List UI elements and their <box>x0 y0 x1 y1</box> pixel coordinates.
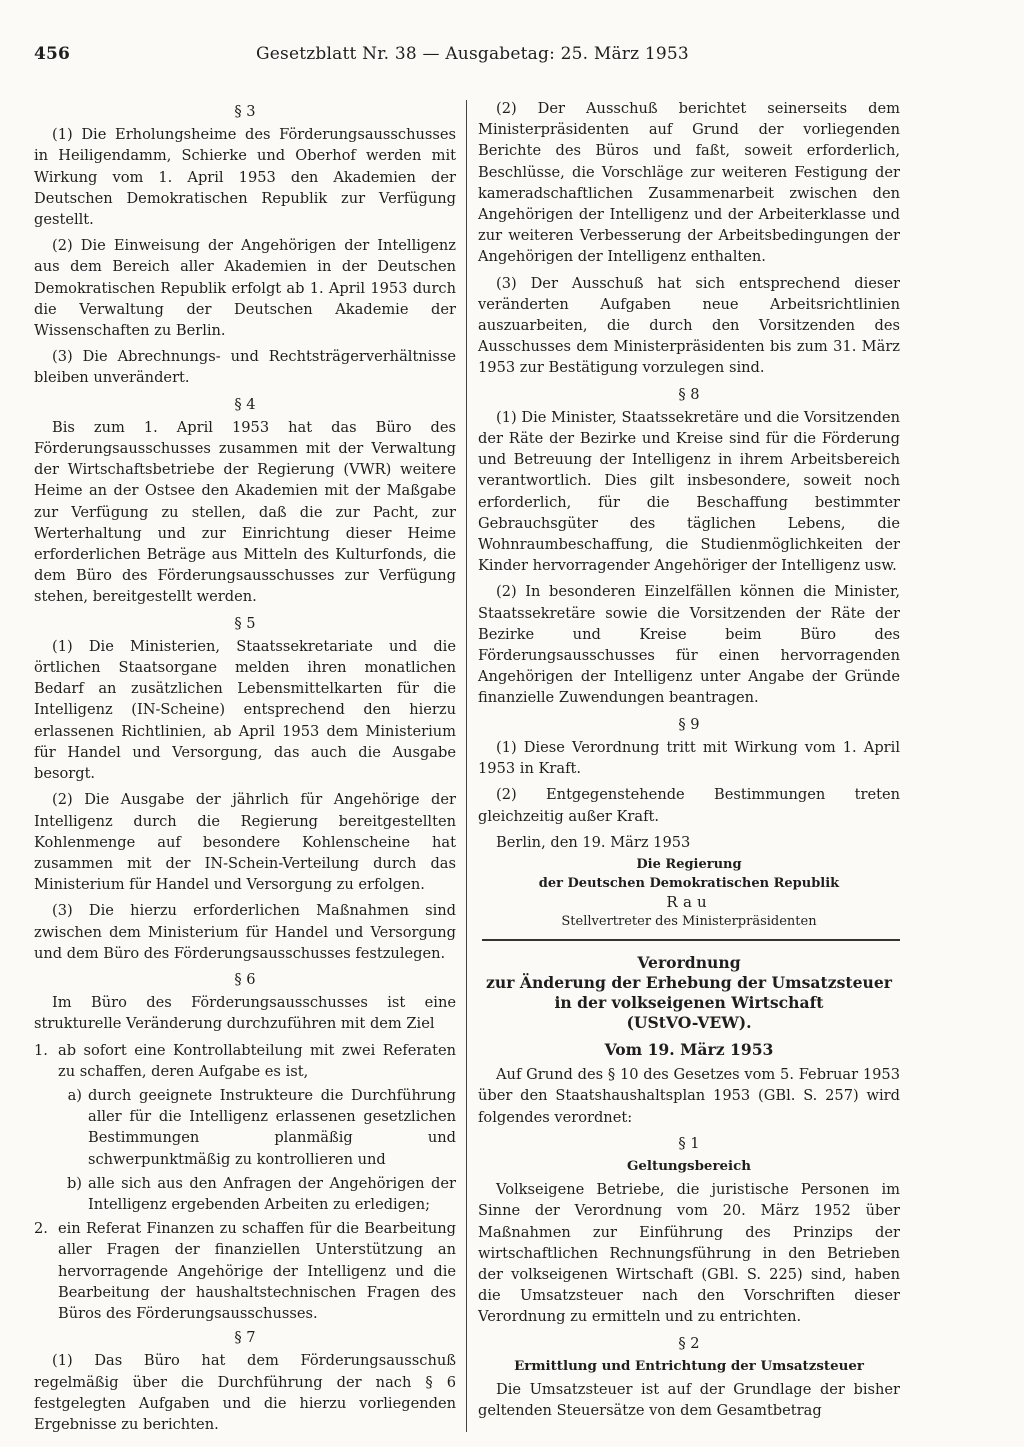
list-marker: 2. <box>34 1220 48 1238</box>
place-and-date: Berlin, den 19. März 1953 <box>496 833 691 851</box>
list-marker: 1. <box>34 1041 48 1059</box>
section-6-intro: Im Büro des Förderungsausschusses ist eine strukturelle Veränderung durchzuführen mit dem Ziel <box>34 994 456 1033</box>
list-item-text: ab sofort eine Kontrollabteilung mit zwei Referaten zu schaffen, deren Aufgabe es ist, <box>58 1041 456 1080</box>
page-number: 456 <box>34 44 71 64</box>
section-heading-5: § 5 <box>234 614 256 632</box>
decree-date: Vom 19. März 1953 <box>604 1039 774 1059</box>
section-heading-6: § 6 <box>234 970 256 988</box>
section-6-list <box>34 1040 456 1325</box>
decree-title-line-3: in der volkseigenen Wirtschaft <box>554 992 824 1012</box>
section-9-paragraph-2: (2) Entgegenstehende Bestimmungen treten gleichzeitig außer Kraft. <box>478 786 900 825</box>
section-9-paragraph-1: (1) Diese Verordnung tritt mit Wirkung vom 1. April 1953 in Kraft. <box>478 738 900 778</box>
left-column <box>34 98 456 1440</box>
decree-title <box>478 953 900 1033</box>
signature-line-2: der Deutschen Demokratischen Republik <box>538 875 840 891</box>
section-3-paragraph-3: (3) Die Abrechnungs- und Rechtsträgerverhältnisse bleiben unverändert. <box>34 348 456 387</box>
section-5-paragraph-2: (2) Die Ausgabe der jährlich für Angehörige der Intelligenz durch die Regierung bereitgestellten Kohlenmenge auf besondere Kohlenscheine hat zusammen mit der IN-Schein-Verteilung durch das Ministerium für Handel und Versorgung zu erfolgen. <box>34 791 456 894</box>
section-8-paragraph-1: (1) Die Minister, Staatssekretäre und die Vorsitzenden der Räte der Bezirke und Kreise sind für die Förderung und Betreuung der Intelligenz in ihrem Arbeitsbereich verantwortlich. Dies gilt insbesondere, soweit noch erforderlich, für die Beschaffung bestimmter Gebrauchsgüter des täglichen Lebens, die Wohnraumbeschaffung, die Studienmöglichkeiten der Kinder hervorragender Angehöriger der Intelligenz usw. <box>478 408 900 575</box>
decree-title-line-2: zur Änderung der Erhebung der Umsatzsteuer <box>486 972 892 992</box>
list-marker: b) <box>66 1174 82 1192</box>
running-title: Gesetzblatt Nr. 38 — Ausgabetag: 25. März 1953 <box>256 44 689 64</box>
list-item-text: alle sich aus den Anfragen der Angehörigen der Intelligenz ergebenden Arbeiten zu erledigen; <box>88 1174 456 1213</box>
signatory-role: Stellvertreter des Ministerpräsidenten <box>561 913 817 929</box>
signature-line-1: Die Regierung <box>636 856 742 872</box>
list-marker: a) <box>67 1086 82 1104</box>
list-item <box>34 1173 456 1215</box>
signatory-name: Rau <box>666 892 712 911</box>
decree-section-2-text: Die Umsatzsteuer ist auf der Grundlage der bisher geltenden Steuersätze von dem Gesamtbetrag <box>478 1380 900 1420</box>
list-item-text: ein Referat Finanzen zu schaffen für die Bearbeitung aller Fragen der finanziellen Unterstützung an hervorragende Angehörige der Intelligenz und die Bearbeitung der haushaltstechnischen Fragen des Büros des Förderungsausschusses. <box>58 1220 456 1322</box>
page-header <box>34 44 689 74</box>
section-heading-4: § 4 <box>234 395 256 413</box>
section-heading-7: § 7 <box>234 1329 256 1347</box>
section-heading-3: § 3 <box>234 103 256 120</box>
section-heading-8: § 8 <box>678 385 700 403</box>
list-item <box>34 1040 456 1082</box>
decree-title-line-4: (UStVO-VEW). <box>626 1012 752 1032</box>
decree-section-1-title: Geltungsbereich <box>626 1157 752 1174</box>
section-4-paragraph-1: Bis zum 1. April 1953 hat das Büro des Förderungsausschusses zusammen mit der Verwaltung der Wirtschaftsbetriebe der Regierung (VWR) weitere Heime an der Ostsee den Akademien mit der Maßgabe zur Verfügung zu stellen, daß die zur Pacht, zur Werterhaltung und zur Einrichtung dieser Heime erforderlichen Beträge aus Mitteln des Kulturfonds, die dem Büro des Förderungsausschusses zur Verfügung stehen, bereitgestellt werden. <box>34 418 456 606</box>
decree-section-heading-1: § 1 <box>678 1134 700 1152</box>
decree-section-1-text: Volkseigene Betriebe, die juristische Personen im Sinne der Verordnung vom 20. März 1952 über Maßnahmen zur Einführung des Prinzips der wirtschaftlichen Rechnungsführung in den Betrieben der volkseigenen Wirtschaft (GBl. S. 225) sind, haben die Umsatzsteuer nach den Vorschriften dieser Verordnung zu ermitteln und zu entrichten. <box>478 1181 900 1326</box>
section-3-paragraph-2: (2) Die Einweisung der Angehörigen der Intelligenz aus dem Bereich aller Akademien in der Deutschen Demokratischen Republik erfolgt ab 1. April 1953 durch die Verwaltung der Deutschen Akademie der Wissenschaften zu Berlin. <box>34 237 456 340</box>
section-7-paragraph-1: (1) Das Büro hat dem Förderungsausschuß regelmäßig über die Durchführung der nach § 6 festgelegten Aufgaben und die hierzu vorliegenden Ergebnisse zu berichten. <box>34 1352 456 1433</box>
section-heading-9: § 9 <box>678 715 700 733</box>
section-7-paragraph-3: (3) Der Ausschuß hat sich entsprechend dieser veränderten Aufgaben neue Arbeitsrichtlinien auszuarbeiten, die durch den Vorsitzenden des Ausschusses dem Ministerpräsidenten bis zum 31. März 1953 zur Bestätigung vorzulegen sind. <box>478 274 900 377</box>
decree-preamble: Auf Grund des § 10 des Gesetzes vom 5. Februar 1953 über den Staatshaushaltsplan 1953 (GBl. S. 257) wird folgendes verordnet: <box>478 1066 900 1126</box>
section-3-paragraph-1: (1) Die Erholungsheime des Förderungsausschusses in Heiligendamm, Schierke und Oberhof werden mit Wirkung vom 1. April 1953 den Akademien der Deutschen Demokratischen Republik zur Verfügung gestellt. <box>34 126 456 229</box>
section-5-paragraph-1: (1) Die Ministerien, Staatssekretariate und die örtlichen Staatsorgane melden ihren monatlichen Bedarf an zusätzlichen Lebensmittelkarten für die Intelligenz (IN-Scheine) entsprechend den hierzu erlassenen Richtlinien, ab April 1953 dem Ministerium für Handel und Versorgung, das auch die Ausgabe besorgt. <box>34 637 456 783</box>
list-item <box>34 1218 456 1324</box>
separator-rule <box>482 939 900 941</box>
decree-title-line-1: Verordnung <box>637 952 741 972</box>
signature-block <box>478 855 900 931</box>
decree-section-heading-2: § 2 <box>678 1334 700 1352</box>
section-7-paragraph-2: (2) Der Ausschuß berichtet seinerseits dem Ministerpräsidenten auf Grund der vorliegenden Berichte des Büros und faßt, soweit erforderlich, Beschlüsse, die Vorschläge zur weiteren Festigung der kameradschaftlichen Zusammenarbeit zwischen den Angehörigen der Intelligenz und der Arbeiterklasse und zur weiteren Verbesserung der Arbeitsbedingungen der Angehörigen der Intelligenz enthalten. <box>478 100 900 266</box>
right-column <box>478 98 900 1426</box>
section-5-paragraph-3: (3) Die hierzu erforderlichen Maßnahmen sind zwischen dem Ministerium für Handel und Versorgung und dem Büro des Förderungsausschusses festzulegen. <box>34 902 456 962</box>
decree-section-2-title: Ermittlung und Entrichtung der Umsatzsteuer <box>514 1357 864 1374</box>
section-8-paragraph-2: (2) In besonderen Einzelfällen können die Minister, Staatssekretäre sowie die Vorsitzenden der Räte der Bezirke und Kreise beim Büro des Förderungsausschusses für einen hervorragenden Angehörigen der Intelligenz unter Angabe der Gründe finanzielle Zuwendungen beantragen. <box>478 583 900 707</box>
list-item <box>34 1085 456 1170</box>
list-item-text: durch geeignete Instrukteure die Durchführung aller für die Intelligenz erlassenen gesetzlichen Bestimmungen planmäßig und schwerpunktmäßig zu kontrollieren und <box>88 1086 456 1168</box>
column-divider <box>466 100 467 1432</box>
